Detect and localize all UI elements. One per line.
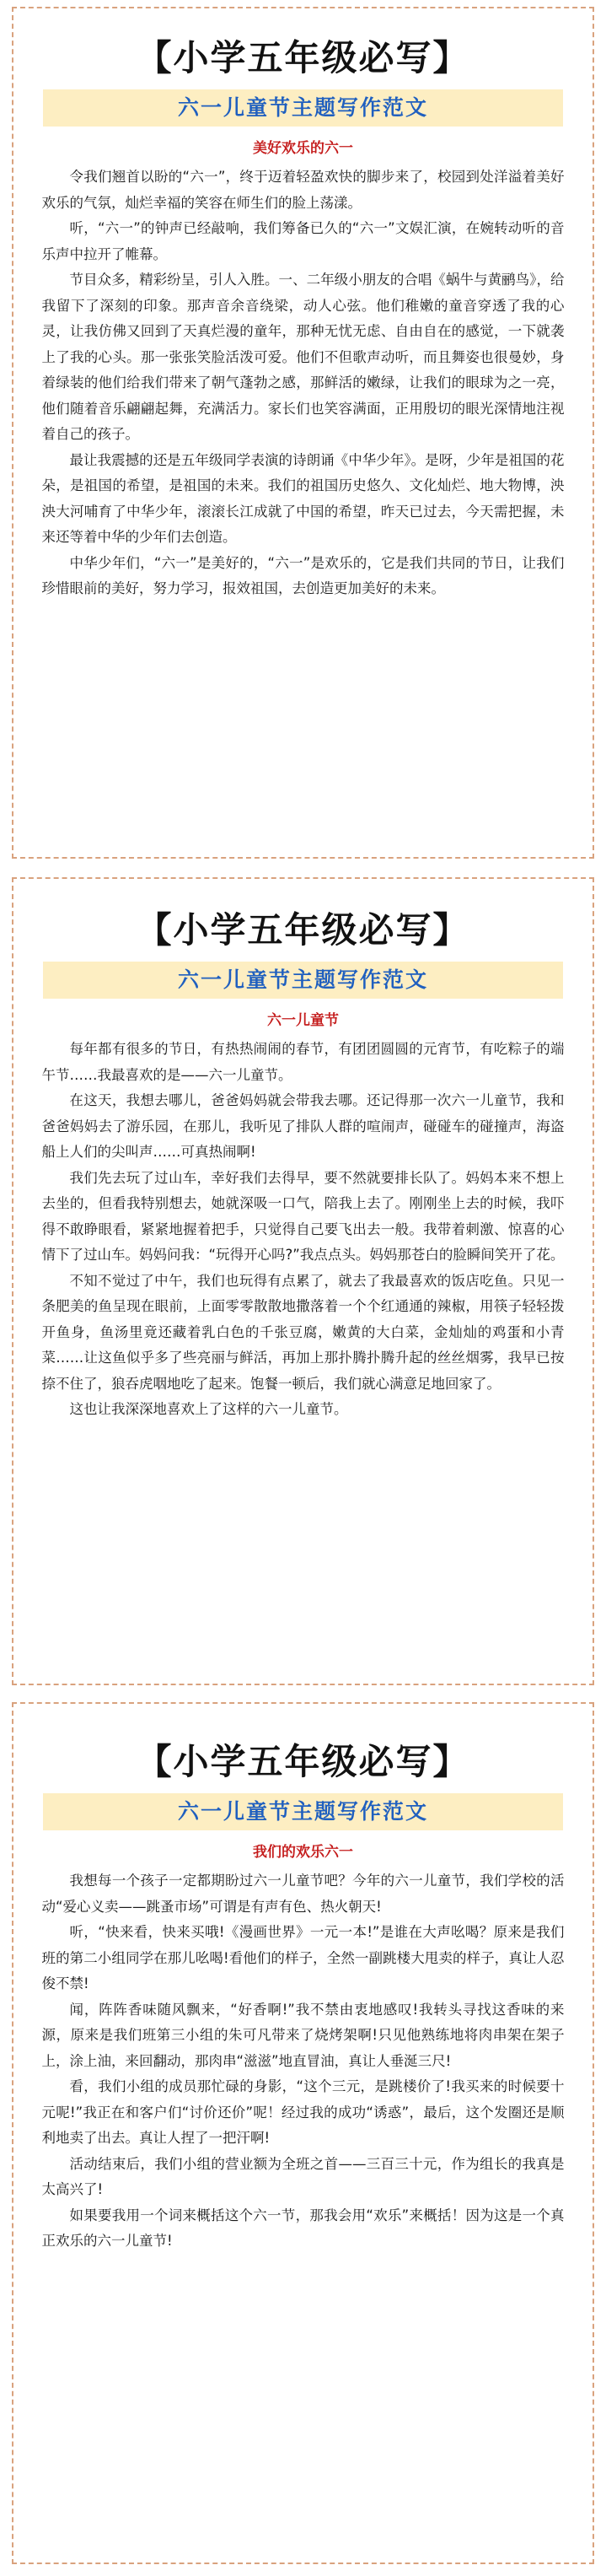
topic-banner: 六一儿童节主题写作范文: [43, 1793, 563, 1830]
article-title: 六一儿童节: [267, 1012, 339, 1029]
paragraph: 如果要我用一个词来概括这个六一节，那我会用“欢乐”来概括！因为这是一个真正欢乐的六一儿童节!: [41, 2207, 565, 2249]
article-body: [42, 164, 565, 602]
paragraph: 不知不觉过了中午，我们也玩得有点累了，就去了我最喜欢的饭店吃鱼。只见一条肥美的鱼呈现在眼前，上面零零散散地撒落着一个个红通通的辣椒，用筷子轻轻拨开鱼身，鱼汤里竟还藏着乳白色的千张豆腐，嫩黄的大白菜，金灿灿的鸡蛋和小青菜……让这鱼似乎多了些亮丽与鲜活，再加上那扑腾扑腾升起的丝丝烟雾，我早已按捺不住了，狼吞虎咽地吃了起来。饱餐一顿后，我们就心满意足地回家了。: [41, 1272, 565, 1392]
paragraph: 活动结束后，我们小组的营业额为全班之首——三百三十元，作为组长的我真是太高兴了!: [41, 2155, 565, 2197]
paragraph: 令我们翘首以盼的“六一”，终于迈着轻盈欢快的脚步来了，校园到处洋溢着美好欢乐的气氛，灿烂幸福的笑容在师生们的脸上荡漾。: [41, 169, 565, 211]
paragraph: 看，我们小组的成员那忙碌的身影，“这个三元，是跳楼价了!我买来的时候要十元呢!”我正在和客户们“讨价还价”呢！经过我的成功“诱惑”，最后，这个发圈还是顺利地卖了出去。真让人捏了一把汗啊!: [41, 2078, 565, 2146]
paragraph: 听，“快来看，快来买哦!《漫画世界》一元一本!”是谁在大声吆喝？原来是我们班的第二小组同学在那儿吆喝!看他们的样子，全然一副跳楼大甩卖的样子，真让人忍俊不禁!: [41, 1924, 565, 1991]
paragraph: 这也让我深深地喜欢上了这样的六一儿童节。: [69, 1401, 348, 1417]
article-card-1: [12, 7, 594, 859]
paragraph: 我们先去玩了过山车，幸好我们去得早，要不然就要排长队了。妈妈本来不想上去坐的，但看我特别想去，她就深吸一口气，陪我上去了。刚刚坐上去的时候，我吓得不敢睁眼看，紧紧地握着把手，只觉得自己要飞出去一般。我带着刺激、惊喜的心情下了过山车。妈妈问我：“玩得开心吗?”我点点头。妈妈那苍白的脸瞬间笑开了花。: [41, 1169, 565, 1263]
article-body: [42, 1868, 565, 2255]
paragraph: 最让我震撼的还是五年级同学表演的诗朗诵《中华少年》。是呀，少年是祖国的花朵，是祖国的希望，是祖国的未来。我们的祖国历史悠久、文化灿烂、地大物博，泱泱大河哺育了中华少年，滚滚长江成就了中国的希望，昨天已过去，今天需把握，未来还等着中华的少年们去创造。: [41, 451, 565, 545]
article-title: 我们的欢乐六一: [253, 1844, 353, 1861]
card-header: 【小学五年级必写】: [136, 37, 470, 78]
paragraph: 我想每一个孩子一定都期盼过六一儿童节吧？今年的六一儿童节，我们学校的活动“爱心义卖——跳蚤市场”可谓是有声有色、热火朝天!: [41, 1873, 565, 1915]
article-card-2: [12, 877, 594, 1685]
paragraph: 闻，阵阵香味随风飘来，“好香啊!”我不禁由衷地感叹!我转头寻找这香味的来源，原来是我们班第三小组的朱可凡带来了烧烤架啊!只见他熟练地将肉串架在架子上，涂上油，来回翻动，那肉串“滋滋”地直冒油，真让人垂涎三尺!: [41, 2001, 565, 2069]
card-header: 【小学五年级必写】: [136, 909, 470, 951]
article-body: [42, 1037, 565, 1423]
article-card-3: [12, 1702, 594, 2564]
paragraph: 听，“六一”的钟声已经敲响，我们筹备已久的“六一”文娱汇演，在婉转动听的音乐声中拉开了帷幕。: [41, 220, 565, 262]
paragraph: 节目众多，精彩纷呈，引人入胜。一、二年级小朋友的合唱《蜗牛与黄鹂鸟》，给我留下了深刻的印象。那声音余音绕梁，动人心弦。他们稚嫩的童音穿透了我的心灵，让我仿佛又回到了天真烂漫的童年，那种无忧无虑、自由自在的感觉，一下就袭上了我的心头。那一张张笑脸活泼可爱。他们不但歌声动听，而且舞姿也很曼妙，身着绿装的他们给我们带来了朝气蓬勃之感，那鲜活的嫩绿，让我们的眼球为之一亮，他们随着音乐翩翩起舞，充满活力。家长们也笑容满面，正用殷切的眼光深情地注视着自己的孩子。: [41, 272, 565, 442]
card-header: 【小学五年级必写】: [136, 1741, 470, 1782]
article-title: 美好欢乐的六一: [253, 140, 353, 157]
paragraph: 每年都有很多的节日，有热热闹闹的春节，有团团圆圆的元宵节，有吃粽子的端午节……我最喜欢的是——六一儿童节。: [41, 1041, 565, 1083]
paragraph: 在这天，我想去哪儿，爸爸妈妈就会带我去哪。还记得那一次六一儿童节，我和爸爸妈妈去了游乐园，在那儿，我听见了排队人群的喧闹声，碰碰车的碰撞声，海盗船上人们的尖叫声……可真热闹啊!: [41, 1092, 565, 1160]
topic-banner: 六一儿童节主题写作范文: [43, 962, 563, 999]
topic-banner: 六一儿童节主题写作范文: [43, 89, 563, 127]
paragraph: 中华少年们，“六一”是美好的，“六一”是欢乐的，它是我们共同的节日，让我们珍惜眼前的美好，努力学习，报效祖国，去创造更加美好的未来。: [41, 554, 565, 596]
